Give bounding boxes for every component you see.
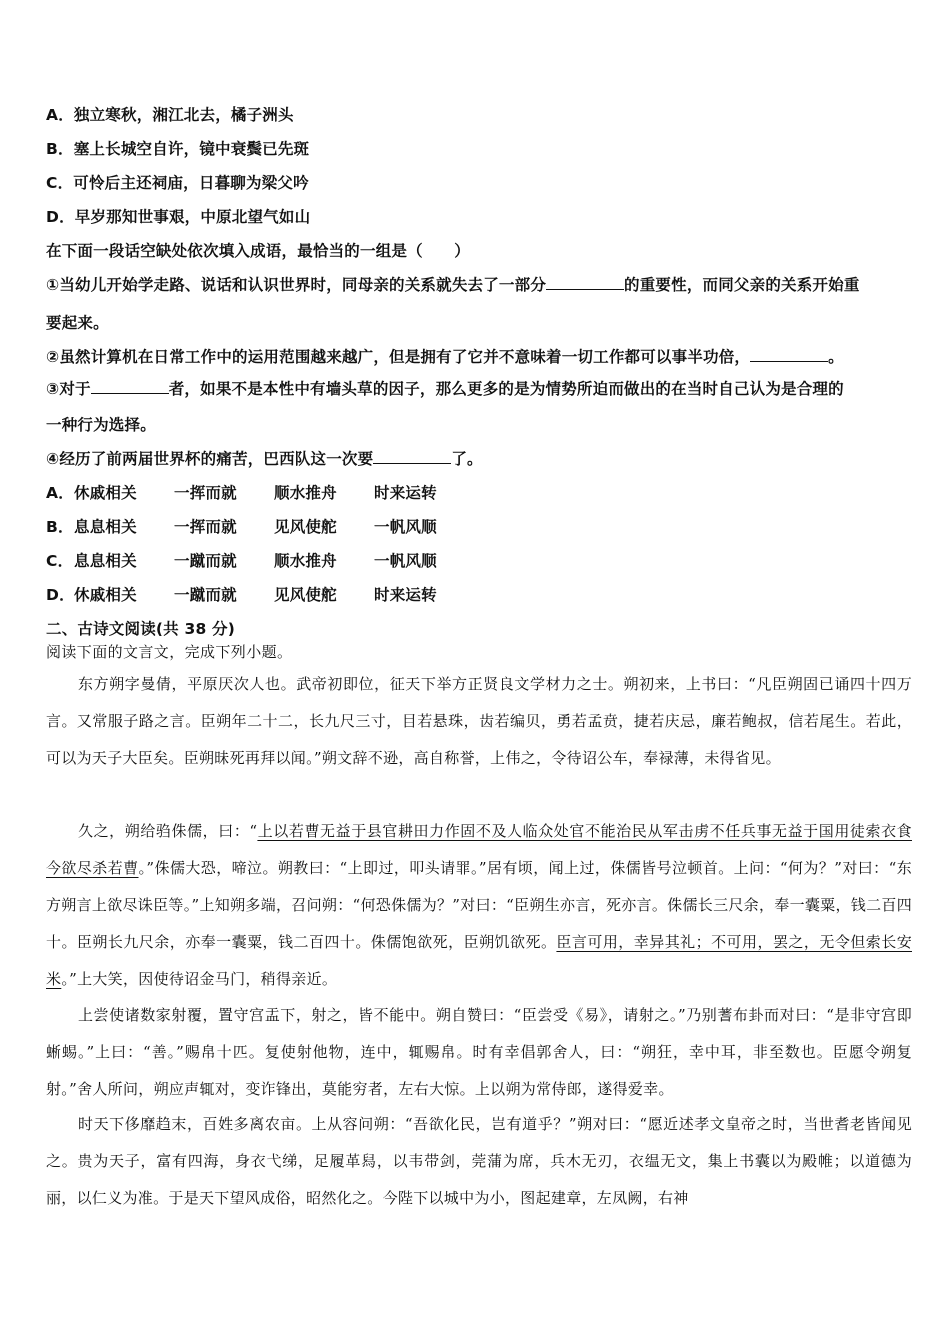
option-text: 早岁那知世事艰，中原北望气如山 — [74, 208, 311, 226]
section-instruction: 阅读下面的文言文，完成下列小题。 — [46, 643, 293, 661]
option-label: A． — [46, 106, 74, 124]
idiom-option-b[interactable]: B．息息相关 一挥而就 见风使舵 一帆风顺 — [46, 515, 437, 537]
passage-paragraph-4: 时天下侈靡趋末，百姓多离农亩。上从容问朔：“吾欲化民，岂有道乎？”朔对曰：“愿近述孝文皇帝之时，当世耆老皆闻见之。贵为天子，富有四海，身衣弋绨，足履革舄，以韦带剑，莞蒲为席，兵木无刃，衣缊无文，集上书囊以为殿帷；以道德为丽，以仁义为准。于是天下望风成俗，昭然化之。今陛下以城中为小，图起建章，左凤阙，右神 — [46, 1115, 912, 1207]
sentence-2: ②虽然计算机在日常工作中的运用范围越来越广，但是拥有了它并不意味着一切工作都可以事半功倍， 。 — [46, 348, 844, 366]
idiom-question-stem: 在下面一段话空缺处依次填入成语，最恰当的一组是（ ） — [46, 242, 470, 260]
blank-3 — [91, 379, 169, 394]
option-label: D． — [46, 208, 75, 226]
prev-option-a[interactable] — [46, 103, 294, 125]
option-label: D． — [46, 586, 75, 604]
sentence-1-cont: 要起来。 — [46, 314, 109, 332]
sentence-4: ④经历了前两届世界杯的痛苦，巴西队这一次要 了。 — [46, 450, 483, 468]
underlined-sentence-2: 臣言可用，幸异其礼；不可用，罢之，无令但索长安米 — [46, 933, 912, 988]
option-label: B． — [46, 140, 74, 158]
sentence-3-cont: 一种行为选择。 — [46, 416, 156, 434]
underlined-sentence-1: 上以若曹无益于县官耕田力作固不及人临众处官不能治民从军击虏不任兵事无益于国用徒索衣食今欲尽杀若曹 — [46, 822, 912, 877]
passage-paragraph-1: 东方朔字曼倩，平原厌次人也。武帝初即位，征天下举方正贤良文学材力之士。朔初来，上书曰：“凡臣朔固已诵四十四万言。又常服子路之言。臣朔年二十二，长九尺三寸，目若悬珠，齿若编贝，勇若孟贲，捷若庆忌，廉若鲍叔，信若尾生。若此，可以为天子大臣矣。臣朔昧死再拜以闻。”朔文辞不逊，高自称誉，上伟之，令待诏公车，奉禄薄，未得省见。 — [46, 675, 912, 767]
sentence-1: ①当幼儿开始学走路、说话和认识世界时，同母亲的关系就失去了一部分 的重要性，而同父亲的关系开始重 — [46, 276, 860, 294]
option-label: A． — [46, 484, 74, 502]
passage-paragraph-2: 久之，朔给驺侏儒，曰：“上以若曹无益于县官耕田力作固不及人临众处官不能治民从军击虏不任兵事无益于国用徒索衣食今欲尽杀若曹。”侏儒大恐，啼泣。朔教曰：“上即过，叩头请罪。”居有顷，闻上过，侏儒皆号泣顿首。上问：“何为？”对曰：“东方朔言上欲尽诛臣等。”上知朔多端，召问朔：“何恐侏儒为？”对曰：“臣朔生亦言，死亦言。侏儒长三尺余，奉一囊粟，钱二百四十。臣朔长九尺余，亦奉一囊粟，钱二百四十。侏儒饱欲死，臣朔饥欲死。臣言可用，幸异其礼；不可用，罢之，无令但索长安米。”上大笑，因使待诏金马门，稍得亲近。 — [46, 822, 912, 988]
prev-option-d[interactable] — [46, 205, 310, 227]
idiom-option-a[interactable]: A．休戚相关 一挥而就 顺水推舟 时来运转 — [46, 481, 437, 503]
option-text: 独立寒秋，湘江北去，橘子洲头 — [73, 106, 294, 124]
option-label: C． — [46, 552, 74, 570]
option-text: 塞上长城空自许，镜中衰鬓已先斑 — [73, 140, 310, 158]
section-heading: 二、古诗文阅读(共 38 分) — [46, 620, 236, 638]
idiom-option-d[interactable]: D．休戚相关 一蹴而就 见风使舵 时来运转 — [46, 583, 437, 605]
option-label: B． — [46, 518, 74, 536]
blank-1 — [546, 275, 624, 290]
sentence-3: ③对于 者，如果不是本性中有墙头草的因子，那么更多的是为情势所迫而做出的在当时自己认为是合理的 — [46, 380, 844, 398]
blank-2 — [750, 347, 828, 362]
prev-option-b[interactable] — [46, 137, 309, 159]
idiom-option-c[interactable]: C．息息相关 一蹴而就 顺水推舟 一帆风顺 — [46, 549, 437, 571]
prev-option-c[interactable] — [46, 171, 309, 193]
blank-4 — [373, 449, 451, 464]
passage-paragraph-3: 上尝使诸数家射覆，置守宫盂下，射之，皆不能中。朔自赞曰：“臣尝受《易》，请射之。”乃别蓍布卦而对曰：“是非守宫即蜥蜴。”上曰：“善。”赐帛十匹。复使射他物，连中，辄赐帛。时有幸倡郭舍人，曰：“朔狂，幸中耳，非至数也。臣愿令朔复射。”舍人所问，朔应声辄对，变诈锋出，莫能穷者，左右大惊。上以朔为常侍郎，遂得爱幸。 — [46, 1006, 912, 1098]
option-text: 可怜后主还祠庙，日暮聊为梁父吟 — [73, 174, 309, 192]
option-label: C． — [46, 174, 74, 192]
